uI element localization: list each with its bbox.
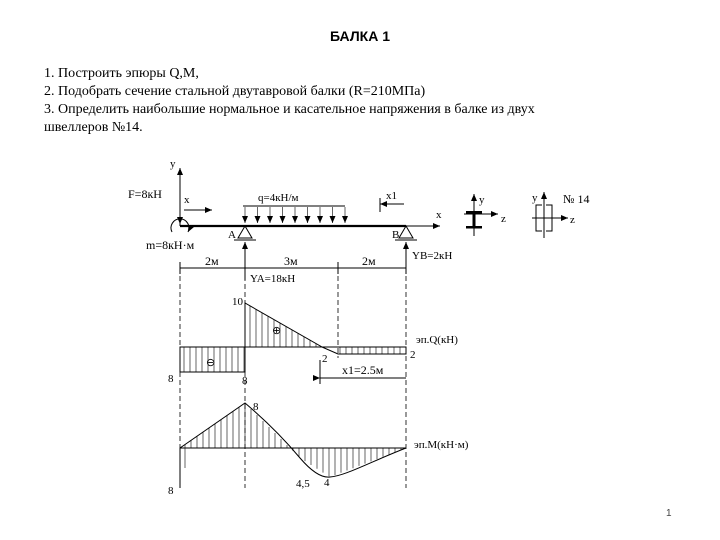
task-3: 3. Определить наибольшие нормальное и касательное напряжения в балке из двух	[44, 102, 535, 117]
m-value-8-top: 8	[253, 401, 259, 413]
q-value-8-left: 8	[168, 373, 174, 385]
span-right-label: 2м	[362, 254, 376, 268]
task-2: 2. Подобрать сечение стальной двутавровой балки (R=210МПа)	[44, 84, 426, 99]
page-title: БАЛКА 1	[330, 28, 390, 44]
q-minus-sign: ⊖	[206, 357, 216, 369]
m-epure-label: эп.M(кН·м)	[414, 439, 469, 451]
i-beam-section-icon	[464, 194, 506, 236]
reaction-B-label: YB=2кН	[412, 250, 453, 262]
x-axis-label: x	[436, 209, 442, 221]
moment-m-label: m=8кН·м	[146, 238, 195, 252]
q-value-10: 10	[232, 296, 243, 308]
q-value-8-right: 8	[242, 375, 248, 387]
support-B	[392, 226, 417, 241]
task-1: 1. Построить эпюры Q,M,	[44, 66, 199, 81]
distributed-load	[243, 192, 345, 223]
section-z-label: z	[501, 213, 506, 225]
force-F-label: F=8кН	[128, 187, 162, 201]
m-curve	[180, 403, 406, 488]
m-value-4: 4	[324, 477, 330, 489]
reaction-A-label: YA=18кН	[250, 273, 296, 285]
span-dimensions	[180, 254, 406, 274]
section-y-label: y	[479, 194, 485, 206]
span-left-label: 2м	[205, 254, 219, 268]
page-number: 1	[666, 508, 672, 519]
y-axis	[170, 158, 180, 226]
span-mid-label: 3м	[284, 254, 298, 268]
load-q-label: q=4кН/м	[258, 192, 299, 204]
q-value-2-right: 2	[410, 349, 416, 361]
support-B-label: B	[392, 229, 400, 241]
channel-y-label: y	[532, 192, 538, 204]
q-plus-sign: ⊕	[272, 325, 282, 337]
moment-m-arrow	[146, 219, 195, 252]
channel-label: № 14	[563, 192, 590, 206]
x-coordinate-label: x	[184, 194, 190, 206]
reaction-B-arrow	[406, 242, 452, 272]
q-epure-label: эп.Q(кН)	[416, 334, 458, 346]
channel-section-icon	[532, 192, 589, 238]
channel-z-label: z	[570, 214, 575, 226]
m-value-8-bottom: 8	[168, 485, 174, 497]
q-value-2-mid: 2	[322, 353, 328, 365]
m-epure	[168, 401, 469, 497]
x1-value-label: x1=2.5м	[342, 363, 384, 377]
support-A	[228, 226, 256, 241]
q-epure	[168, 296, 458, 387]
support-A-label: A	[228, 229, 236, 241]
m-value-4-5: 4,5	[296, 478, 310, 490]
q-positive-region	[245, 303, 322, 347]
y-axis-label: y	[170, 158, 176, 170]
projection-lines	[180, 276, 406, 488]
x1-coordinate-label: x1	[386, 190, 397, 202]
task-3-continued: швеллеров №14.	[44, 120, 143, 135]
force-F-arrow	[128, 187, 180, 224]
